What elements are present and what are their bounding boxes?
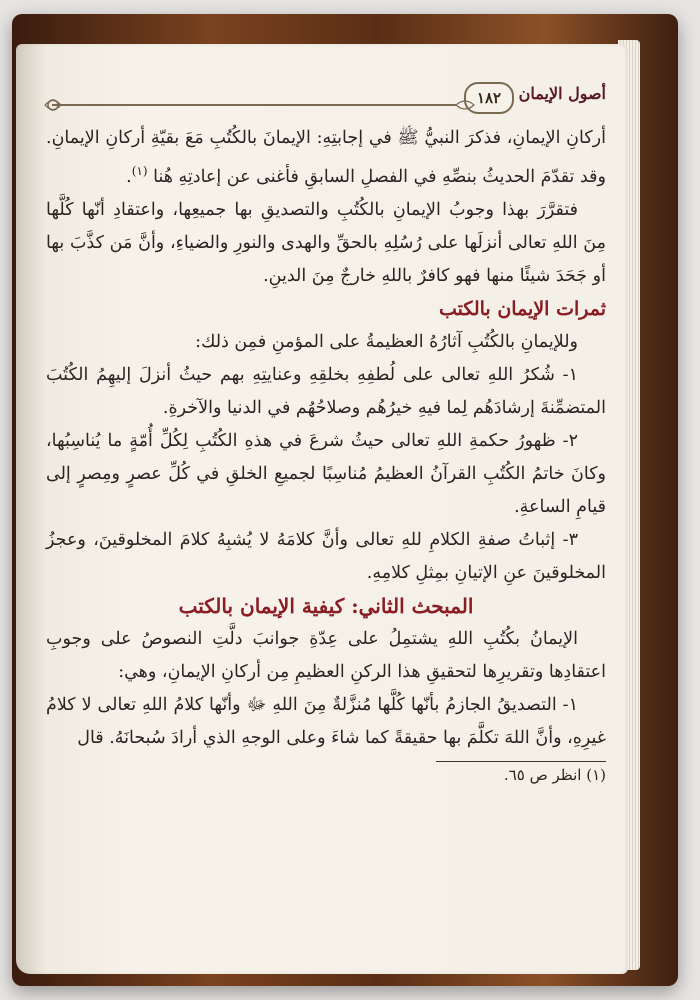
running-title: أصول الإيمان bbox=[518, 84, 606, 103]
list-item: ١- التصديقُ الجازمُ بأنّها كُلَّها مُنزَّلةٌ مِنَ اللهِ ﷻ وأنّها كلامُ اللهِ تعالى لا كلامُ غيرِهِ، وأنَّ اللهَ تكلَّمَ بها حقيقةً كما شاءَ وعلى الوجهِ الذي أرادَ سُبحانَهُ. قال bbox=[46, 694, 606, 748]
header-rule bbox=[52, 104, 456, 106]
footnote bbox=[46, 766, 606, 784]
paragraph: أركانِ الإيمانِ، فذكرَ النبيُّ ﷺ في إجابتِهِ: الإيمانَ بالكُتُبِ مَعَ بقيّةِ أركانِ الإيمانِ. وقد تقدّمَ الحديثُ بنصِّهِ في الفصلِ السابقِ فأغنى عن إعادتِهِ هُنا $^{(١)}$. bbox=[46, 128, 606, 187]
page-content bbox=[46, 74, 606, 954]
footnote-text: انظر ص ٦٥. bbox=[503, 765, 582, 784]
paragraph: الإيمانُ بكُتُبِ اللهِ يشتمِلُ على عِدّةِ جوانبَ دلَّتِ النصوصُ على وجوبِ اعتقادِها وتقريرِها لتحقيقِ هذا الركنِ العظيمِ مِن أركانِ الإيمانِ، وهي: bbox=[46, 628, 606, 682]
page-header bbox=[46, 74, 606, 122]
book-body bbox=[12, 14, 678, 986]
book-page bbox=[16, 44, 628, 974]
section-heading: ثمرات الإيمان بالكتب bbox=[438, 297, 606, 320]
page-body bbox=[46, 122, 606, 755]
footnote-rule bbox=[436, 761, 606, 762]
list-item: ٣- إثباتُ صفةِ الكلامِ للهِ تعالى وأنَّ كلامَهُ لا يُشبِهُ كلامَ المخلوقينَ، وعجزُ المخلوقينَ عنِ الإتيانِ بمِثلِ كلامِهِ. bbox=[46, 529, 606, 583]
footnote-marker: (١) bbox=[131, 164, 148, 178]
list-item: ٢- ظهورُ حكمةِ اللهِ تعالى حيثُ شرعَ في هذهِ الكُتُبِ لِكُلِّ أُمّةٍ ما يُناسِبُها، وكانَ خاتمُ الكُتُبِ القرآنُ العظيمُ مُناسِبًا لجميعِ الخلقِ في كُلِّ عصرٍ ومِصرٍ إلى قيامِ الساعةِ. bbox=[46, 430, 606, 517]
ornament-icon bbox=[454, 94, 476, 116]
footnote-marker: (١) bbox=[586, 765, 606, 784]
paragraph: فتقرَّرَ بهذا وجوبُ الإيمانِ بالكُتُبِ والتصديقِ بها جميعِها، واعتقادِ أنّها كُلَّها مِنَ اللهِ تعالى أنزلَها على رُسُلِهِ بالحقِّ والهدى والنورِ والضياءِ، وأنَّ مَن كذَّبَ بها أو جَحَدَ شيئًا منها فهو كافرٌ باللهِ خارجٌ مِنَ الدينِ. bbox=[46, 199, 606, 286]
section-heading: المبحث الثاني: كيفية الإيمان بالكتب bbox=[178, 593, 474, 618]
paragraph: وللإيمانِ بالكُتُبِ آثارُهُ العظيمةُ على المؤمنِ فمِن ذلك: bbox=[195, 331, 578, 352]
list-item: ١- شُكرُ اللهِ تعالى على لُطفِهِ بخلقِهِ وعنايتِهِ بهم حيثُ أنزلَ إليهِمُ الكُتُبَ المتضمِّنةَ إرشادَهُم لِما فيهِ خيرُهُم وصلاحُهُم في الدنيا والآخرةِ. bbox=[46, 364, 606, 418]
page-number: ١٨٢ bbox=[464, 82, 514, 114]
paragraph-text: أركانِ الإيمانِ، فذكرَ النبيُّ ﷺ في إجابتِهِ: الإيمانَ بالكُتُبِ مَعَ بقيّةِ أركانِ الإيمانِ. وقد تقدّمَ الحديثُ بنصِّهِ في الفصلِ السابقِ فأغنى عن إعادتِهِ هُنا bbox=[46, 128, 606, 187]
ornament-icon bbox=[42, 94, 64, 116]
